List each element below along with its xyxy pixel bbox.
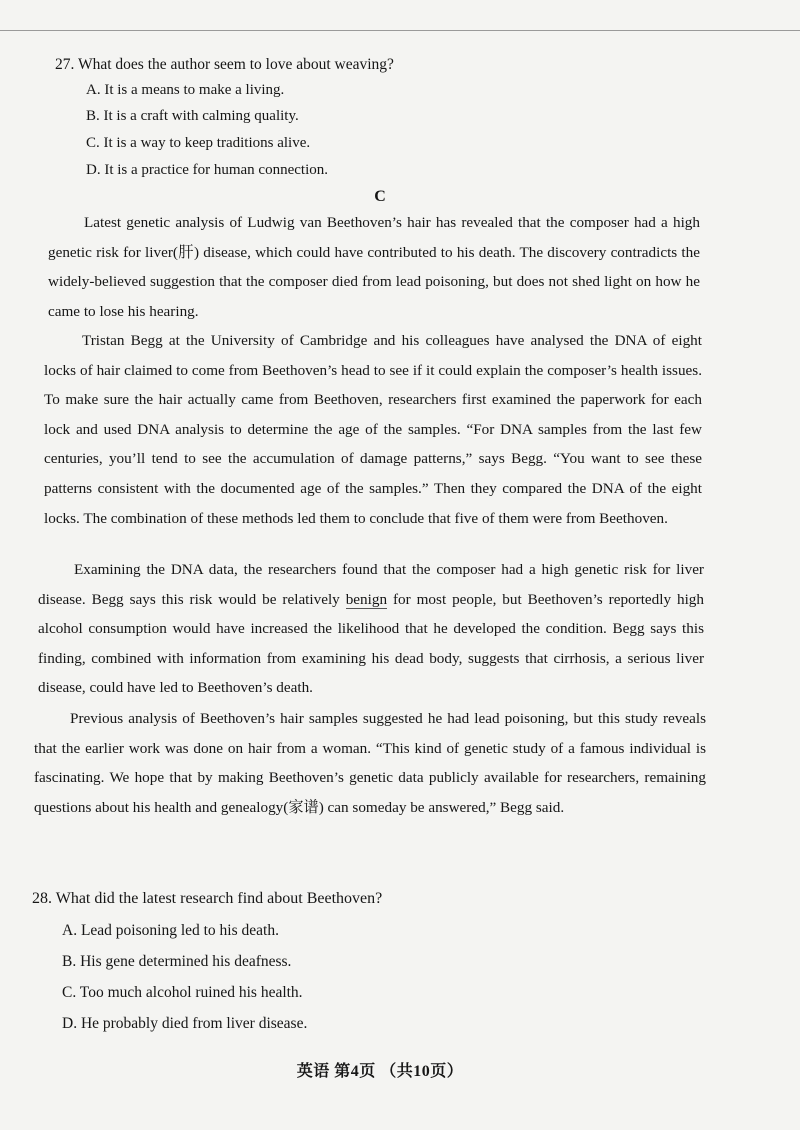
- question-27-option-b: B. It is a craft with calming quality.: [86, 108, 299, 124]
- question-28-option-c: C. Too much alcohol ruined his health.: [62, 984, 303, 1001]
- question-27-option-d: D. It is a practice for human connection.: [86, 162, 328, 178]
- question-27-stem: 27. What does the author seem to love about weaving?: [55, 56, 394, 73]
- underlined-word-benign: benign: [345, 590, 388, 608]
- page-footer: 英语 第4页 （共10页）: [296, 1063, 464, 1080]
- paragraph-3-text-end: for most people, but Beethoven’s reportedly high alcohol consumption would have increased the likelihood that he developed the condition. Begg says this finding, combined with information from examining his dead body, suggests that cirrhosis, a serious liver disease, could have led to Beethoven’s death.: [38, 590, 704, 697]
- passage-paragraph-2: Tristan Begg at the University of Cambridge and his colleagues have analysed the DNA of eight locks of hair claimed to come from Beethoven’s head to see if it could explain the composer’s health issues. To make sure the hair actually came from Beethoven, researchers first examined the paperwork for each lock and used DNA analysis to determine the age of the samples. “For DNA samples from the last few centuries, you’ll tend to see the accumulation of damage patterns,” says Begg. “You want to see these patterns consistent with the documented age of the samples.” Then they compared the DNA of the eight locks. The combination of these methods led them to conclude that five of them were from Beethoven.: [44, 332, 702, 527]
- passage-paragraph-3: [38, 555, 704, 703]
- passage-paragraph-4: Previous analysis of Beethoven’s hair samples suggested he had lead poisoning, but this study reveals that the earlier work was done on hair from a woman. “This kind of genetic study of a famous individual is fascinating. We hope that by making Beethoven’s genetic data publicly available for researchers, remaining questions about his health and genealogy(家谱) can someday be answered,” Begg said.: [34, 710, 706, 816]
- question-28-option-a: A. Lead poisoning led to his death.: [62, 922, 279, 939]
- question-27-option-c: C. It is a way to keep traditions alive.: [86, 135, 311, 151]
- top-rule: [0, 30, 800, 31]
- question-28-stem: 28. What did the latest research find about Beethoven?: [32, 890, 383, 907]
- question-28-option-d: D. He probably died from liver disease.: [62, 1015, 308, 1032]
- question-28-option-b: B. His gene determined his deafness.: [62, 953, 292, 970]
- paragraph-3-text-start: Examining the DNA data, the researchers found that the composer had a high genetic risk for liver disease. Begg says this risk would be relatively: [38, 561, 704, 608]
- passage-paragraph-1: Latest genetic analysis of Ludwig van Beethoven’s hair has revealed that the composer had a high genetic risk for liver(肝) disease, which could have contributed to his death. The discovery contradicts the widely-believed suggestion that the composer died from lead poisoning, but does not shed light on how he came to lose his hearing.: [48, 214, 700, 320]
- question-27-option-a: A. It is a means to make a living.: [86, 82, 285, 98]
- section-label: C: [374, 188, 386, 205]
